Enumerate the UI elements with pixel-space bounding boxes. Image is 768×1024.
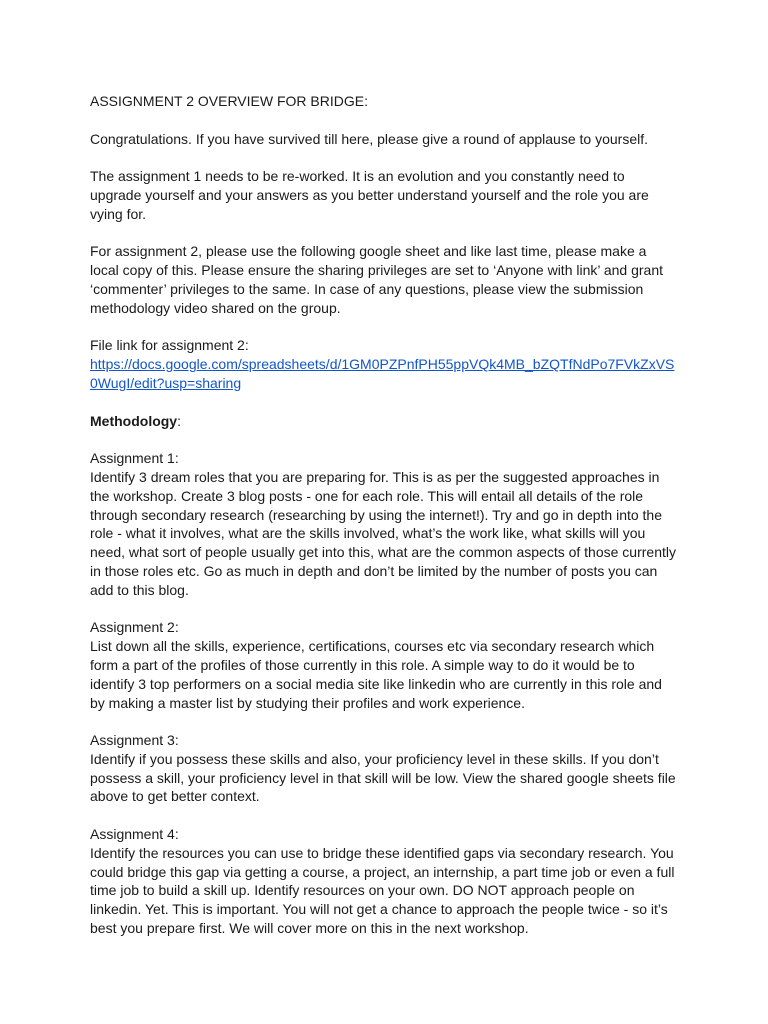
rework-paragraph: The assignment 1 needs to be re-worked. It is an evolution and you constantly need to upgrade yourself and your answers as you better understand yourself and the role you are vying for.: [90, 168, 649, 222]
assignment-body: Identify the resources you can use to bridge these identified gaps via secondary research. You could bridge this gap via getting a course, a project, an internship, a part time job or even a full time job to build a skill up. Identify resources on your own. DO NOT approach people on linkedin. Yet. This is important. You will not get a chance to approach the people twice - so it’s best you prepare first. We will cover more on this in the next workshop.: [90, 844, 675, 937]
assignment-heading: Assignment 3:: [90, 732, 179, 749]
assignment-2-block: [90, 618, 678, 712]
assignment-body: Identify if you possess these skills and also, your proficiency level in these skills. If you don’t possess a skill, your proficiency level in that skill will be low. View the shared google sheets file above to get better context.: [90, 750, 676, 805]
methodology-heading-line: [90, 412, 678, 431]
file-link[interactable]: https://docs.google.com/spreadsheets/d/1GM0PZPnfPH55ppVQk4MB_bZQTfNdPo7FVkZxVS0WugI/edit?usp=sharing: [90, 356, 675, 391]
file-link-label: File link for assignment 2:: [90, 337, 249, 354]
assignment-3-block: [90, 731, 678, 806]
instructions-paragraph: For assignment 2, please use the following google sheet and like last time, please make a local copy of this. Please ensure the sharing privileges are set to ‘Anyone with link’ and grant ‘commenter’ privileges to the same. In case of any questions, please view the submission methodology video shared on the group.: [90, 243, 664, 316]
assignment-heading: Assignment 1:: [90, 450, 179, 467]
assignment-4-block: [90, 825, 678, 938]
assignment-body: Identify 3 dream roles that you are preparing for. This is as per the suggested approaches in the workshop. Create 3 blog posts - one for each role. This will entail all details of the role through secondary research (researching by using the internet!). Try and go in depth into the role - what it involves, what are the skills involved, what’s the work like, what skills will you need, what sort of people usually get into this, what are the common aspects of those currently in those roles etc. Go as much in depth and don’t be limited by the number of posts you can add to this blog.: [90, 468, 676, 598]
assignment-heading: Assignment 4:: [90, 826, 179, 843]
file-link-block: [90, 336, 678, 392]
assignment-1-block: [90, 449, 678, 599]
intro-paragraph: Congratulations. If you have survived till here, please give a round of applause to yourself.: [90, 130, 648, 147]
assignment-heading: Assignment 2:: [90, 619, 179, 636]
document-title: ASSIGNMENT 2 OVERVIEW FOR BRIDGE:: [90, 93, 368, 109]
assignment-body: List down all the skills, experience, certifications, courses etc via secondary research which form a part of the profiles of those currently in this role. A simple way to do it would be to identify 3 top performers on a social media site like linkedin who are currently in this role and by making a master list by studying their profiles and work experience.: [90, 638, 662, 711]
methodology-heading: Methodology: [90, 412, 178, 429]
methodology-colon: :: [177, 412, 181, 429]
